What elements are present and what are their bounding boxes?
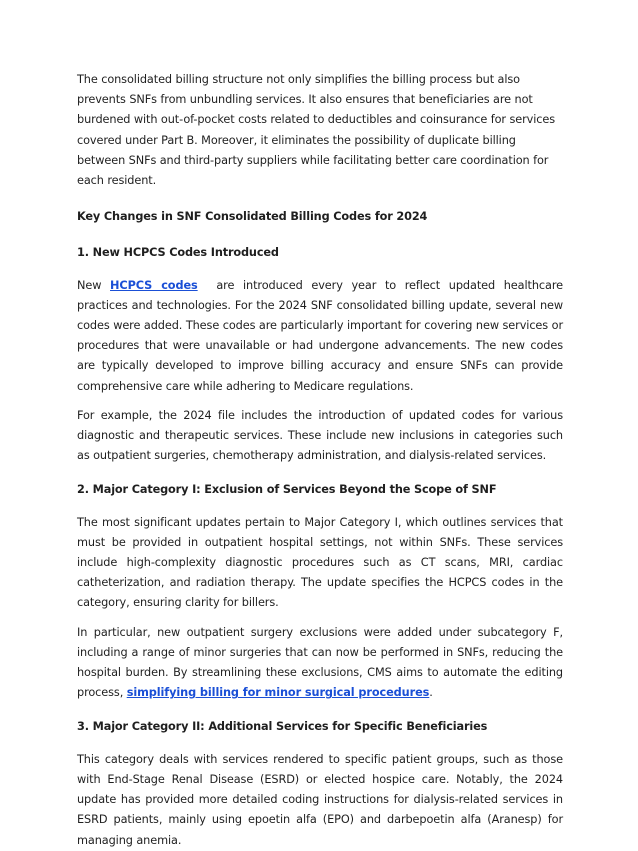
simplifying-billing-link[interactable]: simplifying billing for minor surgical procedures <box>126 686 430 700</box>
section3-paragraph-1: This category deals with services rendered to specific patient groups, such as those with End-Stage Renal Disease (ESRD) or elected hospice care. Notably, the 2024 update has provided more detailed coding instructions for dialysis-related services in ESRD patients, mainly using epoetin alfa (EPO) and darbepoetin alfa (Aranesp) for managing anemia. <box>77 752 563 847</box>
section3-heading: 3. Major Category II: Additional Services for Specific Beneficiaries <box>77 720 488 734</box>
section1-paragraph-2: For example, the 2024 file includes the introduction of updated codes for various diagnostic and therapeutic services. These include new inclusions in categories such as outpatient surgeries, chemotherapy administration, and dialysis-related services. <box>77 408 563 463</box>
section1-paragraph-1 <box>77 276 563 397</box>
section2-p2-lead-text: In particular, new outpatient surgery exclusions were added under subcategory F, including a range of minor surgeries that can now be performed in SNFs, reducing the hospital burden. By streamlining these exclusions, CMS aims to automate the editing process, <box>77 625 563 700</box>
document-page <box>77 70 563 851</box>
section2-p2-trail-text: . <box>429 686 433 700</box>
section2-paragraph-1: The most significant updates pertain to Major Category I, which outlines services that must be provided in outpatient hospital settings, not within SNFs. These services include high-complexity diagnostic procedures such as CT scans, MRI, cardiac catheterization, and radiation therapy. The update specifies the HCPCS codes in the category, ensuring clarity for billers. <box>77 515 563 610</box>
section2-heading: 2. Major Category I: Exclusion of Services Beyond the Scope of SNF <box>77 483 497 497</box>
section2-paragraph-2 <box>77 623 563 704</box>
intro-paragraph: The consolidated billing structure not only simplifies the billing process but also prevents SNFs from unbundling services. It also ensures that beneficiaries are not burdened with out-of-pocket costs related to deductibles and coinsurance for services covered under Part B. Moreover, it eliminates the possibility of duplicate billing between SNFs and third-party suppliers while facilitating better care coordination for each resident. <box>77 73 555 188</box>
section1-p1-trail-text: are introduced every year to reflect updated healthcare practices and technologies. For the 2024 SNF consolidated billing update, several new codes were added. These codes are particularly important for covering new services or procedures that were unavailable or had undergone advancements. The new codes are typically developed to improve billing accuracy and ensure SNFs can provide comprehensive care while adhering to Medicare regulations. <box>77 278 563 393</box>
key-changes-heading: Key Changes in SNF Consolidated Billing Codes for 2024 <box>77 210 428 224</box>
section1-p1-lead-text: New <box>77 278 102 292</box>
section1-heading: 1. New HCPCS Codes Introduced <box>77 246 279 260</box>
hcpcs-codes-link[interactable]: HCPCS codes <box>110 278 198 292</box>
